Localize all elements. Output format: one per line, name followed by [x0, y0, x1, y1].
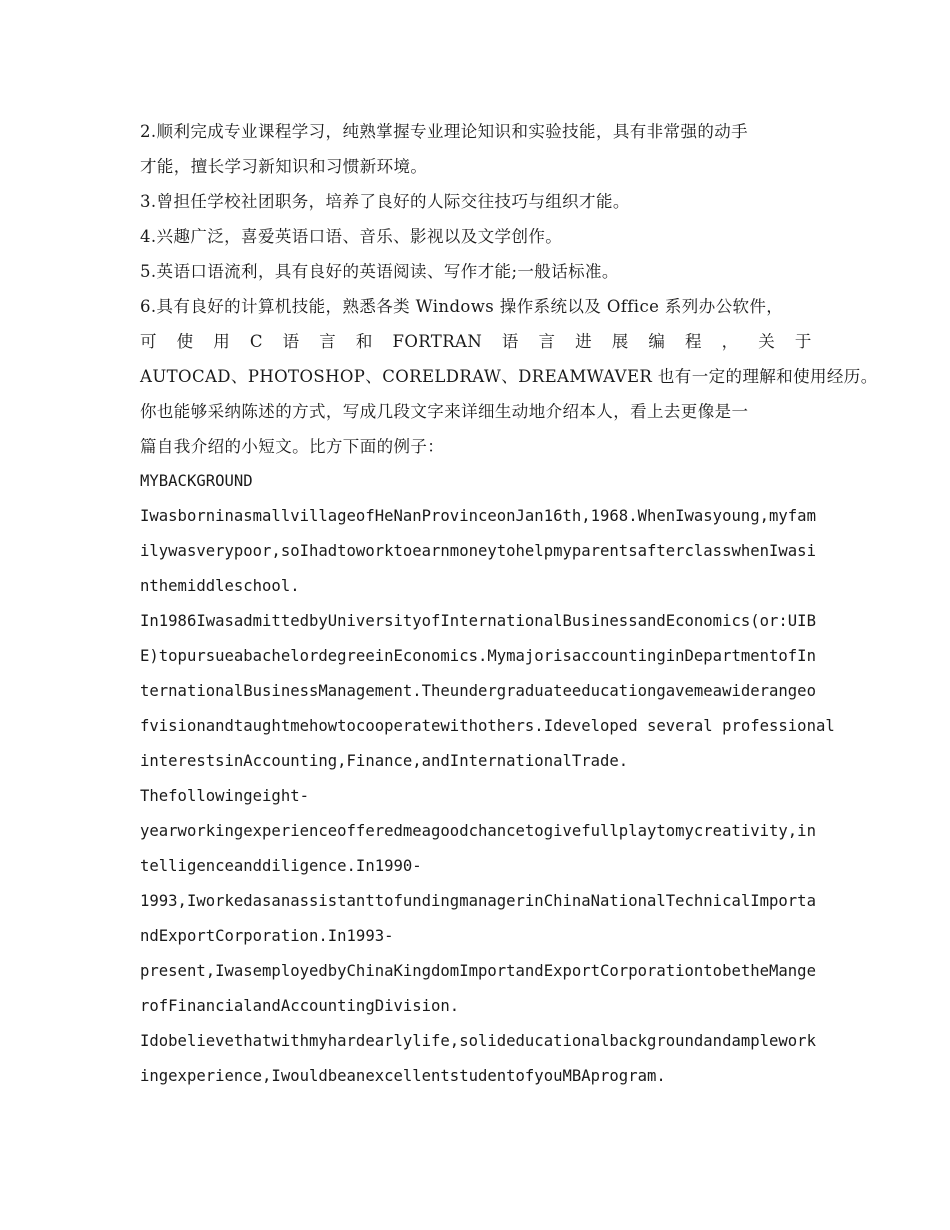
text-line: ndExportCorporation.In1993-	[140, 927, 394, 945]
text-line: present,IwasemployedbyChinaKingdomImportandExportCorporationtobetheMange	[140, 962, 816, 980]
word-token: 关	[758, 332, 776, 351]
text-line: rofFinancialandAccountingDivision.	[140, 997, 460, 1015]
text-line: telligenceanddiligence.In1990-	[140, 857, 422, 875]
word-token: C	[249, 332, 263, 351]
text-line: 4.兴趣广泛，喜爱英语口语、音乐、影视以及文学创作。	[140, 227, 563, 246]
text-line: yearworkingexperienceofferedmeagoodchancetogivefullplaytomycreativity,in	[140, 822, 816, 840]
text-line: 2.顺利完成专业课程学习，纯熟掌握专业理论知识和实验技能，具有非常强的动手	[140, 122, 749, 141]
text-line: 6.具有良好的计算机技能，熟悉各类 Windows 操作系统以及 Office 系列办公软件，	[140, 297, 784, 316]
word-token: 言	[319, 332, 337, 351]
text-line: 1993,IworkedasanassistanttofundingmanagerinChinaNationalTechnicalImporta	[140, 892, 816, 910]
text-line: ingexperience,IwouldbeanexcellentstudentofyouMBAprogram.	[140, 1067, 666, 1085]
word-token: 展	[611, 332, 629, 351]
word-token: 言	[538, 332, 556, 351]
text-line: ternationalBusinessManagement.Theundergraduateeducationgavemeawiderangeo	[140, 682, 816, 700]
text-line: Idobelievethatwithmyhardearlylife,solideducationalbackgroundandamplework	[140, 1032, 816, 1050]
word-token: 程	[685, 332, 702, 351]
text-line: 篇自我介绍的小短文。比方下面的例子：	[140, 437, 445, 456]
word-token: 和	[355, 332, 373, 351]
text-line: 你也能够采纳陈述的方式，写成几段文字来详细生动地介绍本人，看上去更像是一	[140, 402, 749, 421]
text-line: 3.曾担任学校社团职务，培养了良好的人际交往技巧与组织才能。	[140, 192, 630, 211]
text-line: AUTOCAD、PHOTOSHOP、CORELDRAW、DREAMWAVER 也有一定的理解和使用经历。	[140, 367, 878, 386]
text-line: interestsinAccounting,Finance,andInternationalTrade.	[140, 752, 629, 770]
text-line: IwasborninasmallvillageofHeNanProvinceonJan16th,1968.WhenIwasyoung,myfam	[140, 507, 816, 525]
word-token: FORTRAN	[392, 332, 483, 351]
word-token: 语	[282, 332, 300, 351]
text-line: ilywasverypoor,soIhadtoworktoearnmoneytohelpmyparentsafterclasswhenIwasi	[140, 542, 816, 560]
word-token: 于	[794, 332, 812, 351]
word-token: ，	[721, 332, 739, 351]
word-token: 可	[140, 332, 157, 351]
document-body	[140, 114, 878, 1094]
justified-text-line	[140, 324, 812, 359]
word-token: 使	[176, 332, 194, 351]
text-line: In1986IwasadmittedbyUniversityofInternationalBusinessandEconomics(or:UIB	[140, 612, 816, 630]
text-line: E)topursueabachelordegreeinEconomics.MymajorisaccountinginDepartmentofIn	[140, 647, 816, 665]
text-line: nthemiddleschool.	[140, 577, 300, 595]
text-line: 才能，擅长学习新知识和习惯新环境。	[140, 157, 428, 176]
word-token: 进	[575, 332, 593, 351]
word-token: 用	[213, 332, 231, 351]
text-line: 5.英语口语流利，具有良好的英语阅读、写作才能;一般话标准。	[140, 262, 619, 281]
word-token: 编	[648, 332, 666, 351]
word-token: 语	[501, 332, 519, 351]
text-line: fvisionandtaughtmehowtocooperatewithothers.Ideveloped several professional	[140, 717, 835, 735]
section-heading: MYBACKGROUND	[140, 472, 253, 490]
text-line: Thefollowingeight-	[140, 787, 309, 805]
